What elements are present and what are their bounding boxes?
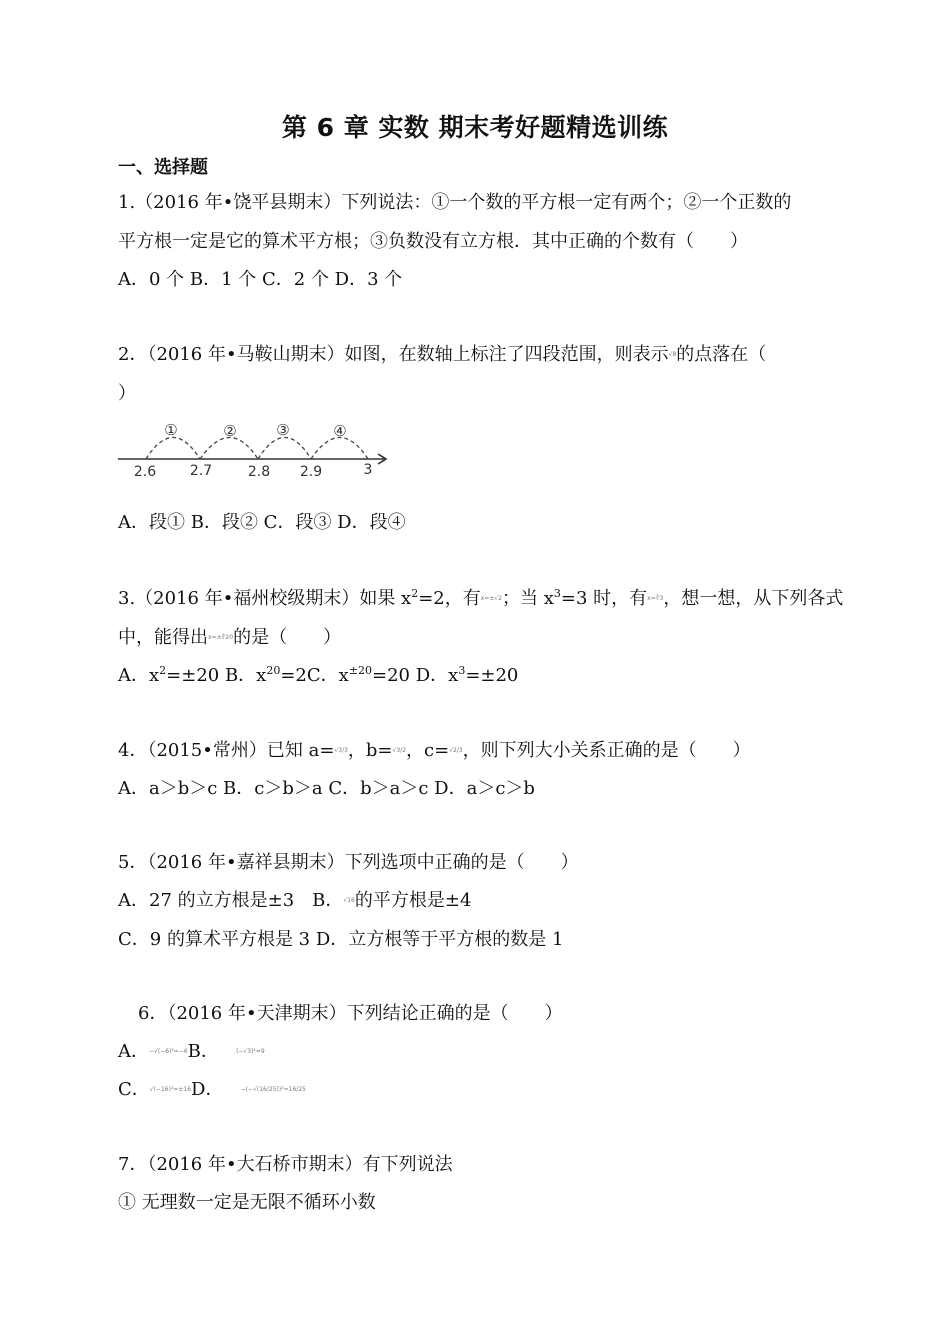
q5-line3: C．9 的算术平方根是 3 D．立方根等于平方根的数是 1 (118, 929, 564, 950)
q5-opt-b: 的平方根是±4 (354, 890, 472, 911)
q4-text-c: ，c= (406, 740, 450, 761)
q3-formula-2: x=∛3 (647, 595, 664, 602)
q7-line1: 7．（2016 年•大石桥市期末）有下列说法 (118, 1154, 453, 1175)
q6-opt-c-label: C． (118, 1079, 150, 1100)
section-heading: 一、选择题 (118, 157, 208, 178)
q3-text-a: 3.（2016 年•福州校级期末）如果 x (118, 588, 412, 609)
q6-formula-a: −√(−6)²=−6 (149, 1048, 188, 1055)
q6-formula-d: −(−√(16/25))²=16/25 (240, 1086, 306, 1093)
q3-opt-c: =2C．x (280, 665, 349, 686)
tick-label-2-9: 2.9 (299, 464, 323, 480)
q7-line2: ① 无理数一定是无限不循环小数 (118, 1192, 376, 1213)
q6-opt-b-label: B． (187, 1041, 219, 1062)
q4-formula-c: √2/3 (449, 747, 463, 754)
q4-formula-b: √3/2 (392, 747, 406, 754)
q3-exp-3: 3 (553, 587, 561, 600)
q2-line2: ） (118, 383, 136, 404)
q3-opt-b-exp: 20 (266, 664, 281, 677)
q3-opt-a: A．x (118, 665, 160, 686)
tick-label-3: 3 (363, 462, 373, 478)
q3-opt-d: =20 D．x (372, 665, 459, 686)
q6-formula-b: (−√3)²=9 (236, 1048, 265, 1055)
segment-arc-1 (146, 438, 200, 460)
q4-line1 (118, 739, 751, 763)
q3-opt-d-exp: 3 (458, 664, 466, 677)
q6-options-ab (118, 1040, 265, 1064)
q3-line2-b: 的是（ ） (233, 627, 342, 648)
q1-options: A．0 个 B．1 个 C．2 个 D．3 个 (118, 269, 403, 290)
q4-text-d: ，则下列大小关系正确的是（ ） (462, 740, 751, 761)
q2-formula: √8 (668, 351, 677, 358)
q3-exp-2: 2 (411, 587, 419, 600)
q3-opt-c-exp: ±20 (348, 664, 373, 677)
q3-line1 (118, 587, 843, 611)
q3-line2 (118, 626, 341, 650)
q5-line1: 5．（2016 年•嘉祥县期末）下列选项中正确的是（ ） (118, 852, 579, 873)
page-title: 第 6 章 实数 期末考好题精选训练 (281, 113, 669, 142)
segment-arc-4 (311, 438, 368, 460)
q3-text-c: ；当 x (502, 588, 554, 609)
q5-line2 (118, 889, 471, 913)
q2-text-a: 2．（2016 年•马鞍山期末）如图，在数轴上标注了四段范围，则表示 (118, 344, 669, 365)
q2-text-b: 的点落在（ (676, 344, 767, 365)
q4-options: A．a＞b＞c B．c＞b＞a C．b＞a＞c D．a＞c＞b (118, 778, 535, 799)
q2-line1 (118, 343, 766, 367)
segment-label-2: ② (223, 422, 237, 440)
q6-opt-a-label: A． (118, 1041, 149, 1062)
q4-text-b: ，b= (347, 740, 393, 761)
q3-text-d: =3 时，有 (560, 588, 648, 609)
q6-formula-c: √(−16)²=±16 (149, 1086, 192, 1093)
tick-label-2-6: 2.6 (133, 464, 157, 480)
q3-formula-3: x=±∜20 (208, 634, 234, 641)
q3-text-e: ，想一想，从下列各式 (663, 588, 844, 609)
segment-label-3: ③ (276, 421, 290, 439)
tick-label-2-7: 2.7 (189, 463, 213, 479)
q4-text-a: 4．（2015•常州）已知 a= (118, 740, 335, 761)
tick-label-2-8: 2.8 (247, 464, 271, 480)
q3-text-b: =2，有 (418, 588, 481, 609)
q3-formula-1: x=±√2 (480, 595, 502, 602)
q5-opt-a: A．27 的立方根是±3 B． (118, 890, 344, 911)
q1-line1: 1.（2016 年•饶平县期末）下列说法：①一个数的平方根一定有两个；②一个正数的 (118, 192, 792, 213)
q6-line1: 6．（2016 年•天津期末）下列结论正确的是（ ） (138, 1003, 563, 1024)
q3-opt-a-exp: 2 (159, 664, 167, 677)
q4-formula-a: √3/3 (334, 747, 348, 754)
number-line-figure (118, 416, 393, 484)
q5-formula: √16 (343, 897, 355, 904)
q3-opt-d-tail: =±20 (465, 665, 519, 686)
segment-label-1: ① (164, 421, 178, 439)
q3-opt-b: =±20 B．x (166, 665, 267, 686)
segment-label-4: ④ (333, 422, 347, 440)
q3-options (118, 664, 518, 688)
q2-options: A．段① B．段② C．段③ D．段④ (118, 512, 406, 533)
q6-opt-d-label: D． (191, 1079, 224, 1100)
q6-options-cd (118, 1078, 306, 1102)
segment-arc-3 (258, 438, 311, 460)
segment-arc-2 (200, 438, 258, 460)
q1-line2: 平方根一定是它的算术平方根；③负数没有立方根．其中正确的个数有（ ） (118, 231, 748, 252)
q3-line2-a: 中，能得出 (118, 627, 208, 648)
